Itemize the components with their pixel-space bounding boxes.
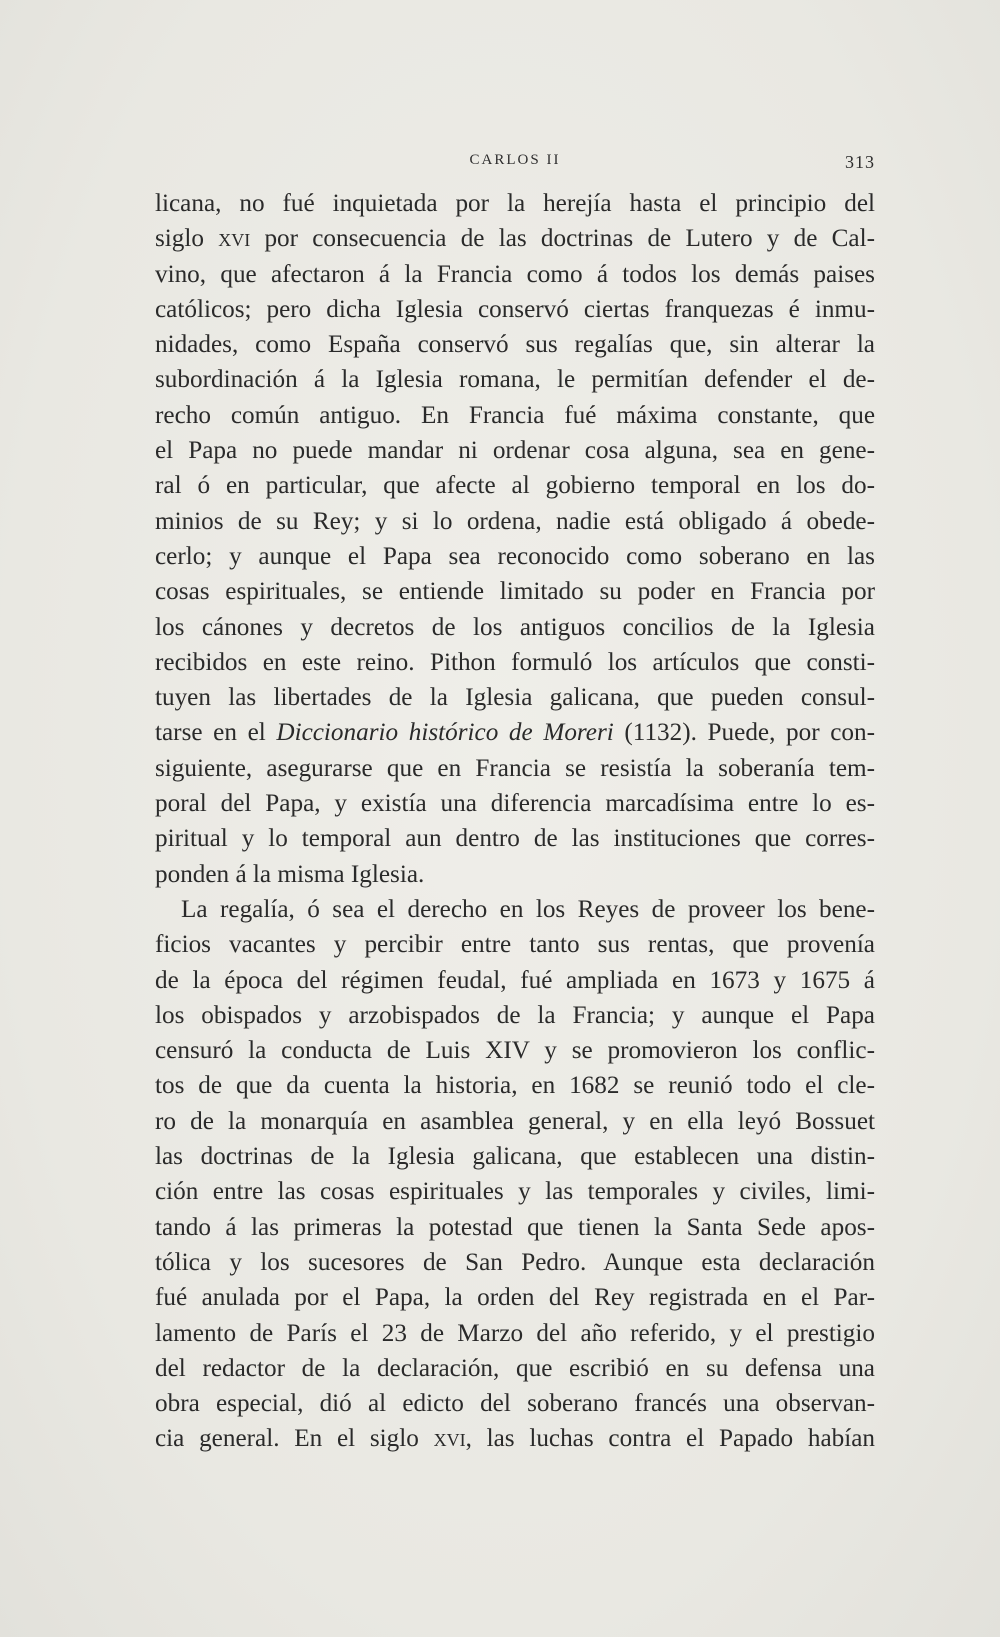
- text-run: lamento de París el 23 de Marzo del año referido, y el prestigio: [155, 1319, 875, 1347]
- text-run: nidades, como España conservó sus regalías que, sin alterar la: [155, 331, 875, 359]
- text-run: cerlo; y aunque el Papa sea reconocido como soberano en las: [155, 542, 875, 570]
- text-run: ponden á la misma Iglesia.: [155, 860, 425, 888]
- text-line: [155, 221, 875, 256]
- text-line: [155, 1139, 875, 1174]
- text-line: [155, 1174, 875, 1209]
- page-number: 313: [845, 152, 875, 172]
- text-line: [155, 1210, 875, 1245]
- text-line: [155, 892, 875, 927]
- text-run: minios de su Rey; y si lo ordena, nadie está obligado á obede-: [155, 507, 875, 535]
- text-run: (1132). Puede, por con-: [613, 719, 875, 747]
- small-caps-numeral: xvi: [433, 1425, 466, 1453]
- text-line: [155, 715, 875, 750]
- text-run: tando á las primeras la potestad que tienen la Santa Sede apos-: [155, 1213, 875, 1241]
- text-line: [155, 539, 875, 574]
- text-run: las doctrinas de la Iglesia galicana, que establecen una distin-: [155, 1143, 875, 1171]
- text-run: del redactor de la declaración, que escribió en su defensa una: [155, 1354, 875, 1382]
- text-line: [155, 292, 875, 327]
- text-run: los obispados y arzobispados de la Francia; y aunque el Papa: [155, 1001, 875, 1029]
- text-line: [155, 610, 875, 645]
- text-line: [155, 433, 875, 468]
- text-run: recho común antiguo. En Francia fué máxima constante, que: [155, 401, 875, 429]
- text-line: [155, 645, 875, 680]
- paragraph: [155, 892, 875, 1457]
- text-run: siguiente, asegurarse que en Francia se resistía la soberanía tem-: [155, 754, 875, 782]
- running-header: [155, 152, 875, 176]
- body-text: [155, 186, 875, 1457]
- text-line: [155, 927, 875, 962]
- text-run: , las luchas contra el Papado habían: [465, 1425, 875, 1453]
- text-run: tólica y los sucesores de San Pedro. Aunque esta declaración: [155, 1248, 875, 1276]
- text-run: ción entre las cosas espirituales y las temporales y civiles, limi-: [155, 1178, 875, 1206]
- text-run: ro de la monarquía en asamblea general, y en ella leyó Bossuet: [155, 1107, 875, 1135]
- text-run: censuró la conducta de Luis XIV y se promovieron los conflic-: [155, 1037, 875, 1065]
- text-run: recibidos en este reino. Pithon formuló los artículos que consti-: [155, 648, 875, 676]
- text-run: subordinación á la Iglesia romana, le permitían defender el de-: [155, 366, 875, 394]
- text-run: vino, que afectaron á la Francia como á todos los demás paises: [155, 260, 875, 288]
- text-run: por consecuencia de las doctrinas de Lutero y de Cal-: [250, 225, 875, 253]
- text-line: [155, 1316, 875, 1351]
- text-line: [155, 1245, 875, 1280]
- text-line: [155, 186, 875, 221]
- text-run: obra especial, dió al edicto del soberano francés una observan-: [155, 1390, 875, 1418]
- text-run: cia general. En el siglo: [155, 1425, 434, 1453]
- text-run: La regalía, ó sea el derecho en los Reyes de proveer los bene-: [181, 895, 875, 923]
- text-run: fué anulada por el Papa, la orden del Rey registrada en el Par-: [155, 1284, 875, 1312]
- text-run: católicos; pero dicha Iglesia conservó ciertas franquezas é inmu-: [155, 295, 875, 323]
- text-line: [155, 998, 875, 1033]
- text-run: poral del Papa, y existía una diferencia marcadísima entre lo es-: [155, 790, 875, 818]
- text-line: [155, 1280, 875, 1315]
- text-run: ficios vacantes y percibir entre tanto sus rentas, que provenía: [155, 931, 875, 959]
- text-line: [155, 362, 875, 397]
- small-caps-numeral: xvi: [218, 225, 251, 253]
- text-line: [155, 1068, 875, 1103]
- text-line: [155, 398, 875, 433]
- text-line: [155, 468, 875, 503]
- text-run: piritual y lo temporal aun dentro de las instituciones que corres-: [155, 825, 875, 853]
- text-line: [155, 751, 875, 786]
- text-line: [155, 821, 875, 856]
- text-line: [155, 1386, 875, 1421]
- text-line: [155, 1421, 875, 1456]
- text-run: tuyen las libertades de la Iglesia galicana, que pueden consul-: [155, 684, 875, 712]
- text-run: tos de que da cuenta la historia, en 1682 se reunió todo el cle-: [155, 1072, 875, 1100]
- text-line: [155, 327, 875, 362]
- text-line: [155, 680, 875, 715]
- text-line: [155, 857, 875, 892]
- running-title: CARLOS II: [469, 152, 561, 168]
- text-run: tarse en el: [155, 719, 277, 747]
- text-run: de la época del régimen feudal, fué ampliada en 1673 y 1675 á: [155, 966, 875, 994]
- text-line: [155, 504, 875, 539]
- text-line: [155, 1033, 875, 1068]
- text-run: siglo: [155, 225, 219, 253]
- text-run: el Papa no puede mandar ni ordenar cosa alguna, sea en gene-: [155, 437, 875, 465]
- text-run: cosas espirituales, se entiende limitado su poder en Francia por: [155, 578, 875, 606]
- text-line: [155, 574, 875, 609]
- text-line: [155, 1104, 875, 1139]
- text-line: [155, 1351, 875, 1386]
- text-line: [155, 257, 875, 292]
- text-run: licana, no fué inquietada por la herejía hasta el principio del: [155, 190, 875, 217]
- text-line: [155, 786, 875, 821]
- text-run: ral ó en particular, que afecte al gobierno temporal en los do-: [155, 472, 875, 500]
- paragraph: [155, 186, 875, 892]
- text-run: los cánones y decretos de los antiguos concilios de la Iglesia: [155, 613, 875, 641]
- italic-title: Diccionario histórico de Moreri: [276, 719, 614, 747]
- text-line: [155, 963, 875, 998]
